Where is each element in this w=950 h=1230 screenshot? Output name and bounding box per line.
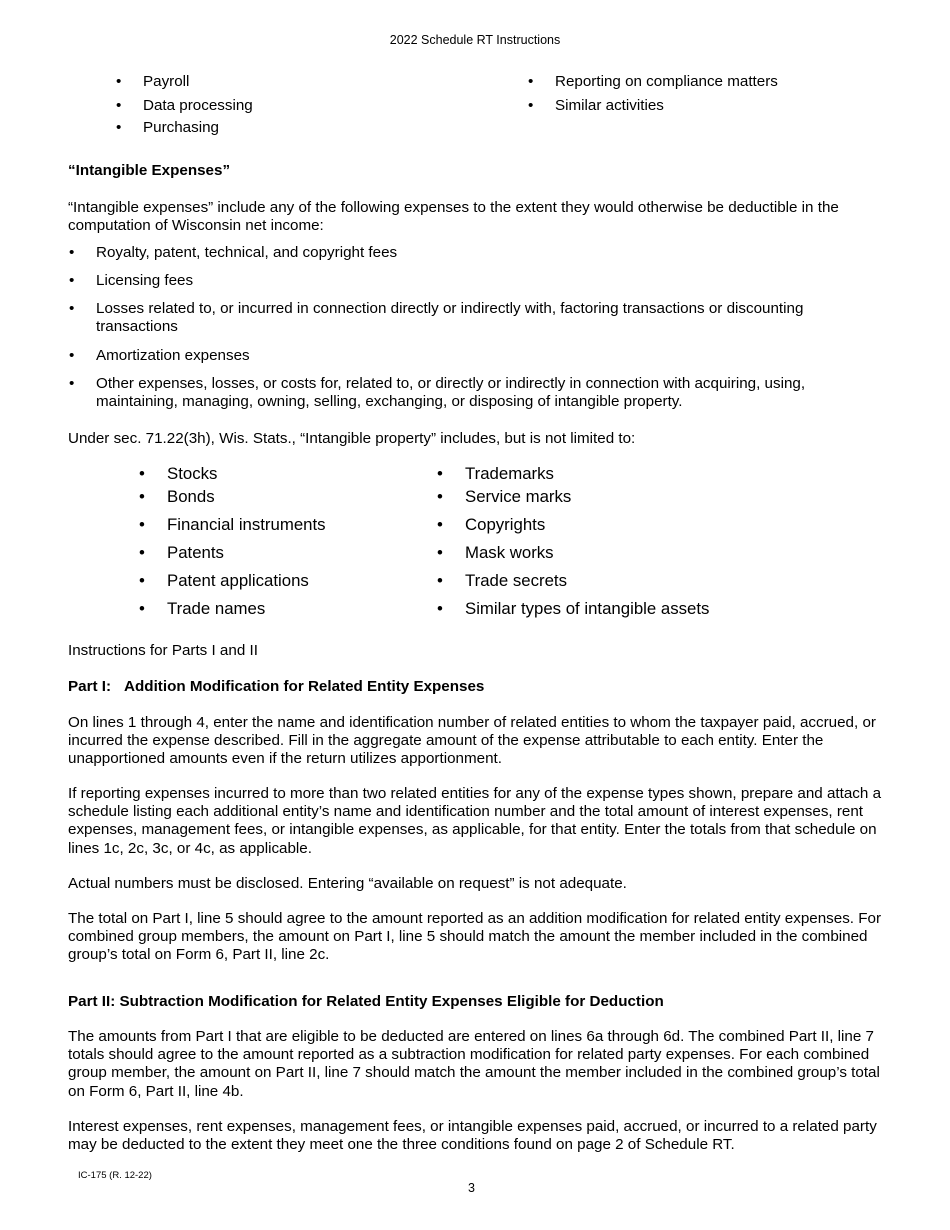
part1-paragraph: On lines 1 through 4, enter the name and identification number of related entities to whom the taxpayer paid, accrued, or incurred the expense described. Fill in the aggregate amount of the expense attributable to each entity. Enter the unapportioned amounts even if the return utilizes apportionment. [68, 714, 876, 768]
list-item: • Data processing [143, 97, 253, 115]
part1-paragraph: The total on Part I, line 5 should agree to the amount reported as an addition modification for related entity expenses. For combined group members, the amount on Part I, line 5 should match the amount the member included in the combined group’s total on Form 6, Part II, line 2c. [68, 910, 882, 964]
part2-heading: Part II: Subtraction Modification for Related Entity Expenses Eligible for Deduction [68, 993, 664, 1010]
list-item: • Mask works [465, 543, 554, 563]
list-item: • Similar types of intangible assets [465, 599, 709, 619]
list-item: • Patents [167, 543, 224, 563]
list-item: • Service marks [465, 487, 571, 507]
instructions-title: Instructions for Parts I and II [68, 642, 258, 659]
list-item: • Stocks [167, 464, 217, 484]
list-item: • Similar activities [555, 97, 664, 115]
part1-heading [68, 678, 484, 696]
part2-paragraph: The amounts from Part I that are eligible to be deducted are entered on lines 6a through 6d. The combined Part II, line 7 totals should agree to the amount reported as a subtraction modification for related party expenses. For each combined group member, the amount on Part II, line 7 should match the amount the member included in the combined group’s total on Form 6, Part II, line 4b. [68, 1028, 880, 1100]
list-item: • Financial instruments [167, 515, 326, 535]
part1-paragraph: Actual numbers must be disclosed. Entering “available on request” is not adequate. [68, 875, 627, 892]
list-item: • Losses related to, or incurred in connection directly or indirectly with, factoring transactions or discounting transactions [96, 300, 866, 336]
intangible-intro: “Intangible expenses” include any of the following expenses to the extent they would otherwise be deductible in the computation of Wisconsin net income: [68, 199, 839, 235]
list-item: • Trademarks [465, 464, 554, 484]
page-number: 3 [468, 1181, 475, 1195]
part1-label: Part I: [68, 678, 112, 695]
list-item: • Other expenses, losses, or costs for, related to, or directly or indirectly in connection with acquiring, using, maintaining, managing, owning, selling, exchanging, or disposing of intangible property. [96, 375, 866, 411]
list-item: • Patent applications [167, 571, 309, 591]
form-code: IC-175 (R. 12-22) [78, 1170, 152, 1181]
list-item: • Amortization expenses [96, 347, 866, 365]
list-item: • Purchasing [143, 119, 219, 137]
page-header-title: 2022 Schedule RT Instructions [389, 33, 561, 47]
part2-paragraph: Interest expenses, rent expenses, management fees, or intangible expenses paid, accrued, or incurred to a related party may be deducted to the extent they meet one the three conditions found on page 2 of Schedule RT. [68, 1118, 877, 1154]
list-item: • Licensing fees [96, 272, 866, 290]
list-item: • Bonds [167, 487, 215, 507]
list-item: • Royalty, patent, technical, and copyright fees [96, 244, 866, 262]
list-item: • Copyrights [465, 515, 545, 535]
list-item: • Trade names [167, 599, 265, 619]
list-item: • Payroll [143, 73, 189, 91]
intangible-property-intro: Under sec. 71.22(3h), Wis. Stats., “Intangible property” includes, but is not limited to: [68, 430, 636, 447]
part1-paragraph: If reporting expenses incurred to more than two related entities for any of the expense types shown, prepare and attach a schedule listing each additional entity’s name and identification number and the total amount of interest expenses, rent expenses, management fees, or intangible expenses, as applicable, for that entity. Enter the totals from that schedule on lines 1c, 2c, 3c, or 4c, as applicable. [68, 785, 882, 857]
list-item: • Reporting on compliance matters [555, 73, 778, 91]
part1-title: Addition Modification for Related Entity Expenses [124, 678, 485, 695]
intangible-heading: “Intangible Expenses” [68, 162, 231, 179]
list-item: • Trade secrets [465, 571, 567, 591]
